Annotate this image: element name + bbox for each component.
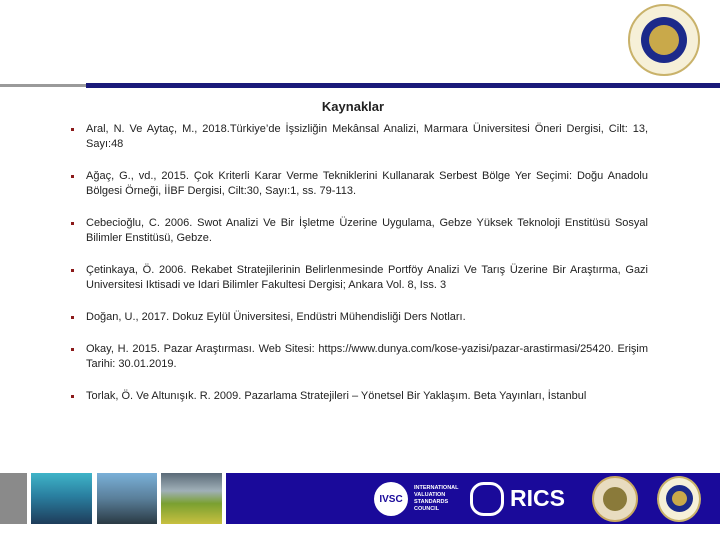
reference-item: Torlak, Ö. Ve Altunışık. R. 2009. Pazarlama Stratejileri – Yönetsel Bir Yaklaşım. Beta Yayınları, İstanbul <box>68 389 648 404</box>
reference-item: Okay, H. 2015. Pazar Araştırması. Web Sitesi: https://www.dunya.com/kose-yazisi/pazar-arastirmasi/25420. Erişim Tarihi: 30.01.2019. <box>68 342 648 372</box>
reference-list <box>68 122 648 421</box>
skyscraper-photo <box>97 473 157 524</box>
reference-item: Cebecioğlu, C. 2006. Swot Analizi Ve Bir İşletme Üzerine Uygulama, Gebze Yüksek Teknoloji Enstitüsü Sosyal Bilimler Enstitüsü, Gebze. <box>68 216 648 246</box>
reference-item: Ağaç, G., vd., 2015. Çok Kriterli Karar Verme Tekniklerini Kullanarak Serbest Bölge Yer Seçimi: Doğu Anadolu Bölgesi Örneği, İİBF Dergisi, Cilt:30, Sayı:1, ss. 79-113. <box>68 169 648 199</box>
footer-gray-block <box>0 473 27 524</box>
ankara-university-footer-logo <box>657 476 701 522</box>
header-divider-gray <box>0 84 86 87</box>
ivsc-logo: IVSC <box>374 482 408 516</box>
rics-logo: RICS <box>510 485 565 511</box>
association-seal-logo <box>592 476 638 522</box>
ankara-university-logo <box>628 4 700 76</box>
rics-lion-icon <box>470 482 504 516</box>
reference-item: Doğan, U., 2017. Dokuz Eylül Üniversitesi, Endüstri Mühendisliği Ders Notları. <box>68 310 648 325</box>
page-title <box>0 99 720 114</box>
reference-item: Çetinkaya, Ö. 2006. Rekabet Stratejilerinin Belirlenmesinde Portföy Analizi Ve Tarış Üzerine Bir Araştırma, Gazi Universitesi Iktisadi ve Idari Bilimler Fakultesi Dergisi; Ankara Vol. 8, Iss. 3 <box>68 263 648 293</box>
title-text: Kaynaklar <box>321 99 385 114</box>
field-photo <box>161 473 222 524</box>
reference-item: Aral, N. Ve Aytaç, M., 2018.Türkiye’de İşsizliğin Mekânsal Analizi, Marmara Üniversitesi Öneri Dergisi, Cilt: 13, Sayı:48 <box>68 122 648 152</box>
ivsc-text: INTERNATIONAL VALUATION STANDARDS COUNCIL <box>414 485 459 512</box>
city-photo <box>31 473 92 524</box>
header-divider <box>86 83 720 88</box>
footer-banner <box>0 473 720 524</box>
